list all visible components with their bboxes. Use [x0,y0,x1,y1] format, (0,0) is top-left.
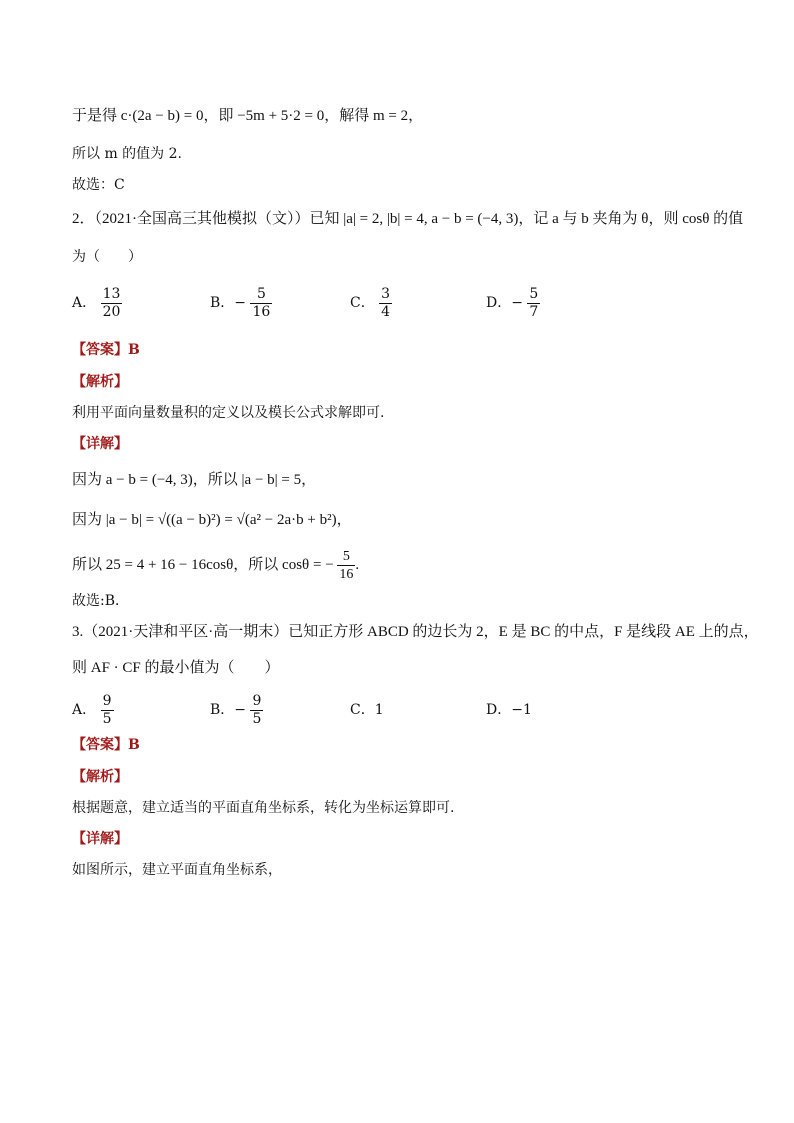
answer-choice-line: 故选：C [72,177,125,193]
q2-option-c: C． $\frac{3}{4}$ [350,285,391,320]
solution-line-1: 于是得 c·(2a − b) = 0，即 −5m + 5·2 = 0，解得 m = 2， [72,108,424,124]
q3-option-d: D．−1 [486,702,532,718]
analysis-text: 利用平面向量数量积的定义以及模长公式求解即可. [72,405,385,421]
question-2-stem: 2．（2021·全国高三其他模拟（文））已知 |a| = 2, |b| = 4, a − b = (−4, 3)，记 a 与 b 夹角为 θ，则 cosθ 的值 [72,211,744,227]
q2-option-a: A． $\frac{13}{20}$ [72,285,121,320]
detail-heading: 【详解】 [72,436,128,452]
detail-line-q3: 如图所示，建立平面直角坐标系， [72,862,282,878]
question-3-stem: 3.（2021·天津和平区·高一期末）已知正方形 ABCD 的边长为 2，E 是 BC 的中点，F 是线段 AE 上的点， [72,624,759,640]
q2-option-d: D．− $\frac{5}{7}$ [486,285,539,320]
answer-heading: 【答案】B [72,342,140,358]
detail-line-3: 所以 25 = 4 + 16 − 16cosθ，所以 cosθ = − $\frac{5}{16}$ . [72,549,360,583]
analysis-heading: 【解析】 [72,374,128,390]
choose-line-q2: 故选:B． [72,593,130,609]
analysis-heading-q3: 【解析】 [72,769,128,785]
analysis-text-q3: 根据题意，建立适当的平面直角坐标系，转化为坐标运算即可. [72,800,455,816]
solution-line-2: 所以 m 的值为 2. [72,146,182,162]
question-3-stem-cont: 则 AF · CF 的最小值为（ ） [72,660,280,676]
detail-line-1: 因为 a − b = (−4, 3)，所以 |a − b| = 5， [72,472,317,488]
q2-option-b: B．− $\frac{5}{16}$ [210,285,271,320]
q3-option-c: C．1 [350,702,384,718]
answer-heading-q3: 【答案】B [72,737,140,753]
question-2-options [72,281,722,325]
question-2-stem-cont: 为（ ） [72,249,142,265]
q3-option-a: A． $\frac{9}{5}$ [72,692,112,727]
question-3-options [72,688,722,732]
detail-line-2: 因为 |a − b| = √((a − b)²) = √(a² − 2a·b + b²)， [72,512,352,528]
detail-heading-q3: 【详解】 [72,831,128,847]
q3-option-b: B．− $\frac{9}{5}$ [210,692,262,727]
